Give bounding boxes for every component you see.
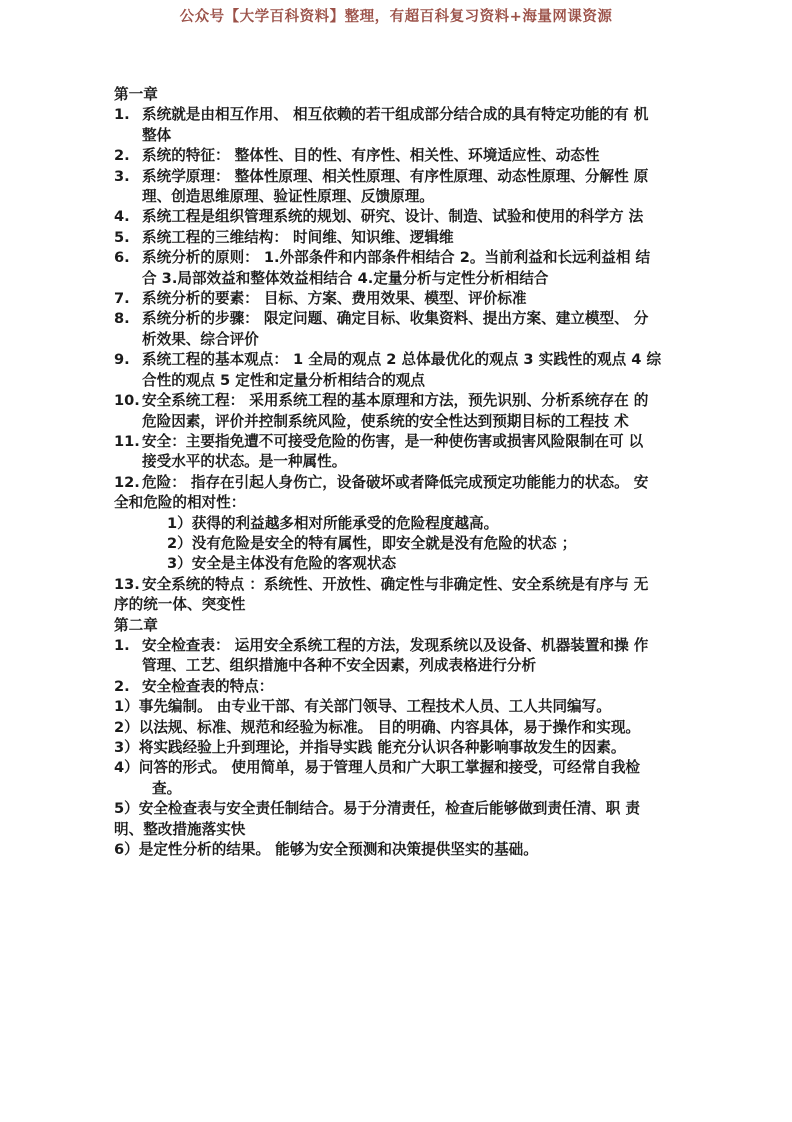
line-text: 系统工程的基本观点： 1 全局的观点 2 总体最优化的观点 3 实践性的观点 4 综 [142,351,662,369]
text-line [114,779,680,799]
list-number: 2. [114,677,130,695]
text-line [114,187,680,207]
text-line [114,840,680,860]
line-text: 安全系统的特点 ：系统性、开放性、确定性与非确定性、安全系统是有序与 无 [142,575,649,593]
line-text: 1）获得的利益越多相对所能承受的危险程度越高。 [167,514,499,532]
text-line [114,126,680,146]
list-number: 9. [114,351,130,369]
line-text: 管理、工艺、组织措施中各种不安全因素，列成表格进行分析 [142,657,537,675]
text-line [114,738,680,758]
text-line [114,371,680,391]
line-text: 理、创造思维原理、验证性原理、反馈原理。 [142,188,434,206]
text-line [114,697,680,717]
text-line [114,514,680,534]
text-line [114,207,680,227]
text-line [114,656,680,676]
text-line [114,758,680,778]
text-line [114,309,680,329]
text-line [114,269,680,289]
text-line [114,350,680,370]
line-text: 明、整改措施落实快 [114,820,246,838]
line-text: 系统的特征： 整体性、目的性、有序性、相关性、环境适应性、动态性 [142,147,600,165]
line-text: 全和危险的相对性： [114,494,246,512]
line-text: 序的统一体、突变性 [114,596,246,614]
text-line [114,820,680,840]
line-text: 系统工程是组织管理系统的规划、研究、设计、制造、试验和使用的科学方 法 [142,208,644,226]
list-number: 12. [114,473,140,491]
list-number: 6. [114,249,130,267]
list-number: 13. [114,575,140,593]
line-text: 4）问答的形式。 使用简单，易于管理人员和广大职工掌握和接受，可经常自我检 [114,759,641,777]
list-number: 1. [114,636,130,654]
text-line [114,799,680,819]
list-number: 2. [114,147,130,165]
text-line [114,575,680,595]
list-number: 5. [114,228,130,246]
line-text: 析效果、综合评价 [142,330,259,348]
text-line [114,473,680,493]
line-text: 整体 [142,126,172,144]
text-line [114,534,680,554]
line-text: 系统分析的要素： 目标、方案、费用效果、模型、评价标准 [142,290,527,308]
line-text: 安全：主要指免遭不可接受危险的伤害，是一种使伤害或损害风险限制在可 以 [142,432,644,450]
text-line [114,391,680,411]
document-body [114,85,680,860]
line-text: 危险： 指存在引起人身伤亡，设备破坏或者降低完成预定功能能力的状态。 安 [142,473,649,491]
line-text: 3）安全是主体没有危险的客观状态 [167,555,397,573]
line-text: 安全检查表的特点： [142,677,274,695]
line-text: 1）事先编制。 由专业干部、有关部门领导、工程技术人员、工人共同编写。 [114,698,611,716]
promo-header-text: 公众号【大学百科资料】整理，有超百科复习资料+海量网课资源 [179,9,613,25]
text-line [114,167,680,187]
text-line [114,289,680,309]
line-text: 系统分析的步骤： 限定问题、确定目标、收集资料、提出方案、建立模型、 分 [142,310,649,328]
list-number: 10. [114,392,140,410]
line-text: 2）以法规、标准、规范和经验为标准。 目的明确、内容具体，易于操作和实现。 [114,718,641,736]
text-line [114,105,680,125]
line-text: 系统学原理： 整体性原理、相关性原理、有序性原理、动态性原理、分解性 原 [142,167,649,185]
list-number: 7. [114,290,130,308]
line-text: 系统分析的原则： 1.外部条件和内部条件相结合 2。当前利益和长远利益相 结 [142,249,651,267]
line-text: 危险因素，评价并控制系统风险，使系统的安全性达到预期目标的工程技 术 [142,412,629,430]
line-text: 安全系统工程： 采用系统工程的基本原理和方法，预先识别、分析系统存在 的 [142,392,649,410]
text-line [114,636,680,656]
line-text: 第一章 [114,86,158,103]
text-line [114,248,680,268]
list-number: 11. [114,432,140,450]
chapter-heading [114,616,680,636]
line-text: 第二章 [114,616,158,634]
line-text: 5）安全检查表与安全责任制结合。易于分清责任，检查后能够做到责任清、职 责 [114,800,641,818]
text-line [114,412,680,432]
text-line [114,228,680,248]
line-text: 6）是定性分析的结果。 能够为安全预测和决策提供坚实的基础。 [114,841,538,859]
text-line [114,452,680,472]
text-line [114,595,680,615]
line-text: 接受水平的状态。是一种属性。 [142,453,347,471]
text-line [114,677,680,697]
line-text: 合性的观点 5 定性和定量分析相结合的观点 [142,371,426,389]
text-line [114,330,680,350]
list-number: 3. [114,167,130,185]
text-line [114,554,680,574]
list-number: 4. [114,208,130,226]
text-line [114,493,680,513]
line-text: 3）将实践经验上升到理论，并指导实践 能充分认识各种影响事故发生的因素。 [114,739,626,756]
list-number: 1. [114,106,130,124]
line-text: 安全检查表： 运用安全系统工程的方法，发现系统以及设备、机器装置和操 作 [142,636,649,654]
chapter-heading [114,85,680,105]
line-text: 系统就是由相互作用、 相互依赖的若干组成部分结合成的具有特定功能的有 机 [142,106,649,124]
line-text: 2）没有危险是安全的特有属性，即安全就是没有危险的状态 ； [167,534,577,552]
text-line [114,146,680,166]
list-number: 8. [114,310,130,328]
line-text: 合 3.局部效益和整体效益相结合 4.定量分析与定性分析相结合 [142,269,549,287]
line-text: 查。 [152,779,182,797]
text-line [114,432,680,452]
line-text: 系统工程的三维结构： 时间维、知识维、逻辑维 [142,228,454,246]
text-line [114,718,680,738]
